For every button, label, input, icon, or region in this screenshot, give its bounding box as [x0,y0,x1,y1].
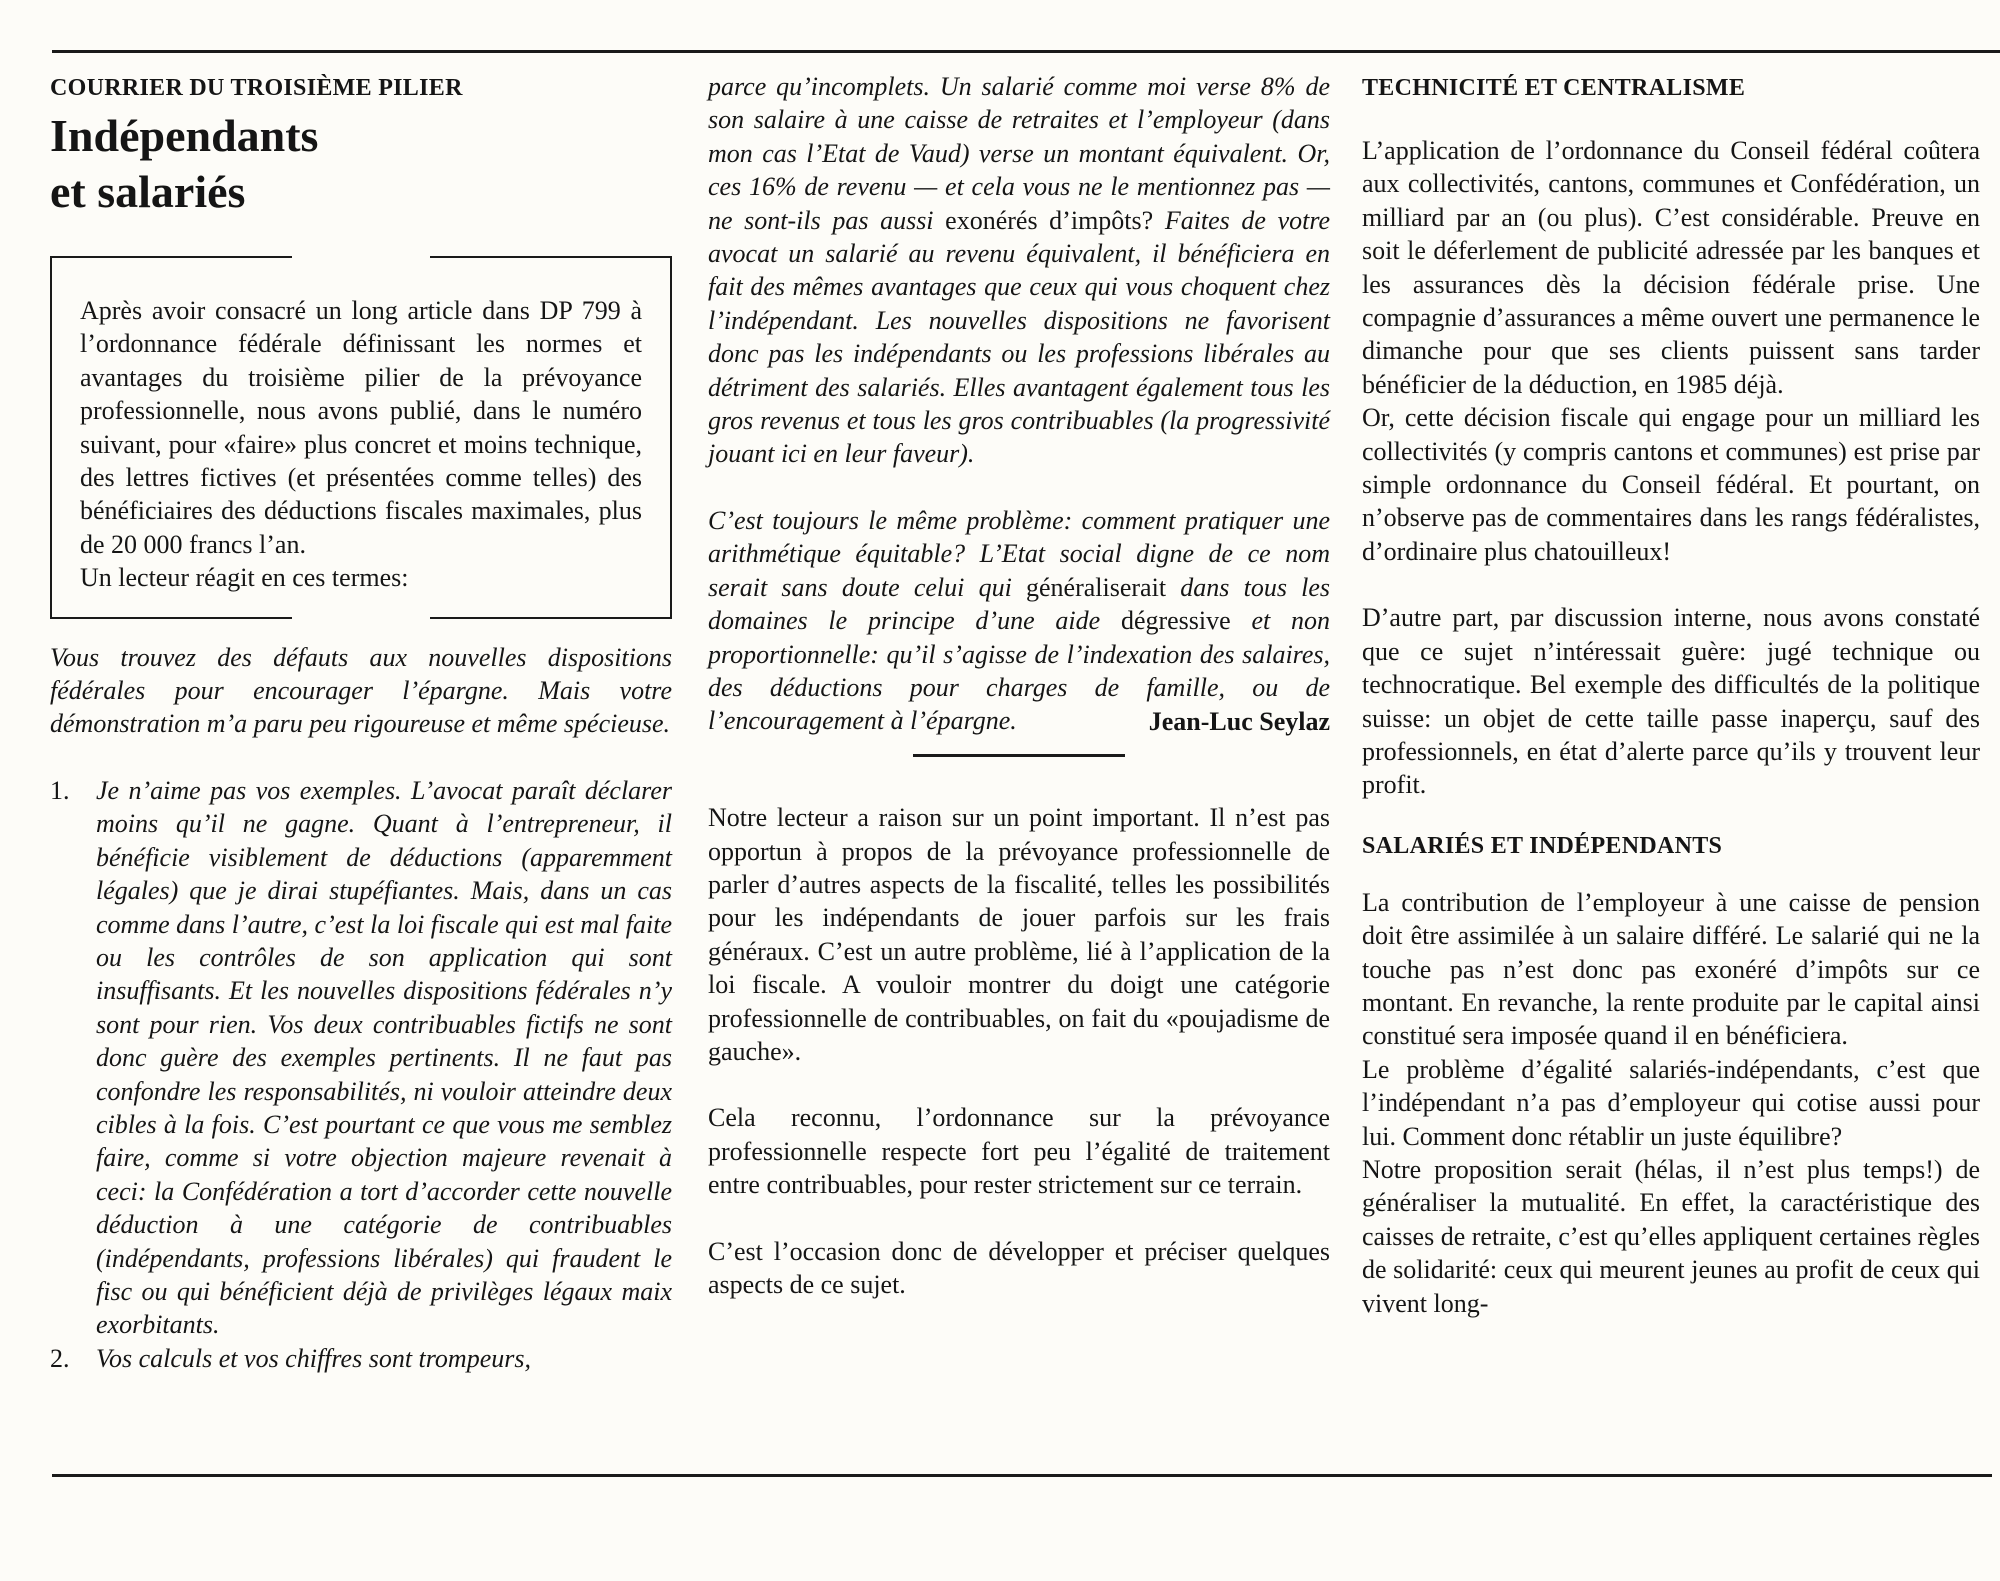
column-2 [708,70,1330,1301]
intro-lead-in: Un lecteur réagit en ces termes: [80,563,409,593]
separator-rule [913,754,1125,757]
section-heading-technicite: TECHNICITÉ ET CENTRALISME [1362,75,1746,101]
signature: Jean-Luc Seylaz [1148,706,1330,736]
closing-b: généraliserait [1026,572,1167,602]
letter-closing [708,504,1330,738]
rubric-kicker: COURRIER DU TROISIÈME PILIER [50,75,463,101]
section-heading-salaries: SALARIÉS ET INDÉPENDANTS [1362,832,1723,859]
point-2-cont-b: exonérés d’impôts? [945,205,1154,235]
column-1 [50,70,672,1375]
section2-paragraph-3: Notre proposition serait (hélas, il n’est plus temps!) de généraliser la mutualité. En effet, la caractéristique des caisses de retraite, c’est qu’elles appliquent certaines règles de solidarité: ceux qui meurent jeunes au profit de ceux qui vivent long- [1362,1154,1980,1318]
reply-paragraph-3: C’est l’occasion donc de développer et préciser quelques aspects de ce sujet. [708,1236,1330,1299]
intro-box [50,256,672,619]
title-line-1: Indépendants [50,110,319,161]
section1-paragraph-1: L’application de l’ordonnance du Conseil fédéral coûtera aux collectivités, cantons, communes et Confédération, un milliard par an (ou plus). C’est considérable. Preuve en soit le déferlement de publicité adressée par les banques et les assurances dès la décision fédérale prise. Une compagnie d’assurances a même ouvert une permanence le dimanche pour que ses clients puissent sans tarder bénéficier de la déduction, en 1985 déjà. [1362,136,1980,399]
reply-paragraph-1: Notre lecteur a raison sur un point important. Il n’est pas opportun à propos de la prévoyance professionnelle de parler d’autres aspects de la fiscalité, telles les possibilités pour les indépendants de jouer parfois sur les frais généraux. C’est un autre problème, lié à l’application de la loi fiscale. A vouloir montrer du doigt une catégorie professionnelle de contribuables, on fait du «poujadisme de gauche». [708,803,1330,1066]
bottom-rule [52,1474,1992,1477]
box-gap-bottom [292,613,430,621]
letter-point-2-continued [708,70,1330,471]
letter-point-1 [50,774,672,1342]
section2-paragraph-1: La contribution de l’employeur à une caisse de pension doit être assimilée à un salaire différé. Le salarié qui ne la touche pas n’est donc pas exonéré d’impôts sur ce montant. En revanche, la rente produite par le capital ainsi constitué sera imposée quand il en bénéficiera. [1362,887,1980,1051]
closing-e: et non proportionnelle: qu’il s’agisse de l’indexation des salaires, des déductions pour charges de famille, ou de l’encouragement à l’épargne. [708,606,1331,736]
point-2-cont-a: parce qu’incomplets. Un salarié comme moi verse 8% de son salaire à une caisse de retraites et l’employeur (dans mon cas l’Etat de Vaud) verse un montant équivalent. Or, ces 16% de revenu — et cela vous ne le mentionnez pas — ne sont-ils pas aussi [708,72,1330,235]
section2-paragraph-2: Le problème d’égalité salariés-indépendants, c’est que l’indépendant n’a pas d’employeur qui cotise aussi pour lui. Comment donc rétablir un juste équilibre? [1362,1054,1980,1151]
point-1-number: 1. [50,775,70,805]
letter-point-2 [50,1342,672,1375]
section1-paragraph-3: D’autre part, par discussion interne, nous avons constaté que ce sujet n’intéressait guère: jugé technique ou technocratique. Bel exemple des difficultés de la politique suisse: un objet de cette taille passe inaperçu, sauf des professionnels, en état d’alerte parce qu’ils y trouvent leur profit. [1362,603,1980,800]
closing-d: dégressive [1120,606,1231,636]
reply-paragraph-2: Cela reconnu, l’ordonnance sur la prévoyance professionnelle respecte fort peu l’égalité de traitement entre contribuables, pour rester strictement sur ce terrain. [708,1103,1330,1200]
title-line-2: et salariés [50,166,246,217]
closing-a: C’est toujours le même problème: comment pratiquer une arithmétique équitable? L’Etat social digne de ce nom serait sans doute celui qui [708,505,1330,602]
section1-paragraph-2: Or, cette décision fiscale qui engage pour un milliard les collectivités (y compris cantons et communes) est prise par simple ordonnance du Conseil fédéral. Et pourtant, on n’observe pas de commentaires dans les rangs fédéralistes, d’ordinaire plus chatouilleux! [1362,403,1980,566]
article-title [50,108,672,220]
closing-c: dans tous les domaines le principe d’une aide [708,572,1331,636]
point-2-text: Vos calculs et vos chiffres sont trompeurs, [96,1343,531,1373]
point-1-text: Je n’aime pas vos exemples. L’avocat paraît déclarer moins qu’il ne gagne. Quant à l’entrepreneur, il bénéficie visiblement de déductions (apparemment légales) que je dirai stupéfiantes. Mais, dans un cas comme dans l’autre, c’est la loi fiscale qui est mal faite ou les contrôles de son application qui sont insuffisants. Et les nouvelles dispositions fédérales n’y sont pour rien. Vos deux contribuables fictifs ne sont donc guère des exemples pertinents. Il ne faut pas confondre les responsabilités, ni vouloir atteindre deux cibles à la fois. C’est pourtant ce que vous me semblez faire, comme si votre objection majeure revenait à ceci: la Confédération a tort d’accorder cette nouvelle déduction à une catégorie de contribuables (indépendants, professions libérales) qui fraudent le fisc ou qui bénéficient déjà de privilèges légaux maix exorbitants. [96,775,672,1340]
column-3 [1362,70,1980,1320]
point-2-cont-c: Faites de votre avocat un salarié au revenu équivalent, il bénéficiera en fait des mêmes avantages que ceux qui vous choquent chez l’indépendant. Les nouvelles dispositions ne favorisent donc pas les indépendants ou les professions libérales au détriment des salariés. Elles avantagent également tous les gros revenus et tous les gros contribuables (la progressivité jouant ici en leur faveur). [708,205,1331,469]
point-2-number: 2. [50,1343,70,1373]
intro-text: Après avoir consacré un long article dans DP 799 à l’ordonnance fédérale définissant les normes et avantages du troisième pilier de la prévoyance professionnelle, nous avons publié, dans le numéro suivant, pour «faire» plus concret et moins technique, des lettres fictives (et présentées comme telles) des bénéficiaires des déductions fiscales maximales, plus de 20 000 francs l’an. [80,296,642,559]
box-gap-top [292,254,430,262]
top-rule [52,50,2000,53]
letter-opening: Vous trouvez des défauts aux nouvelles dispositions fédérales pour encourager l’épargne. Mais votre démonstration m’a paru peu rigoureuse et même spécieuse. [50,642,672,739]
